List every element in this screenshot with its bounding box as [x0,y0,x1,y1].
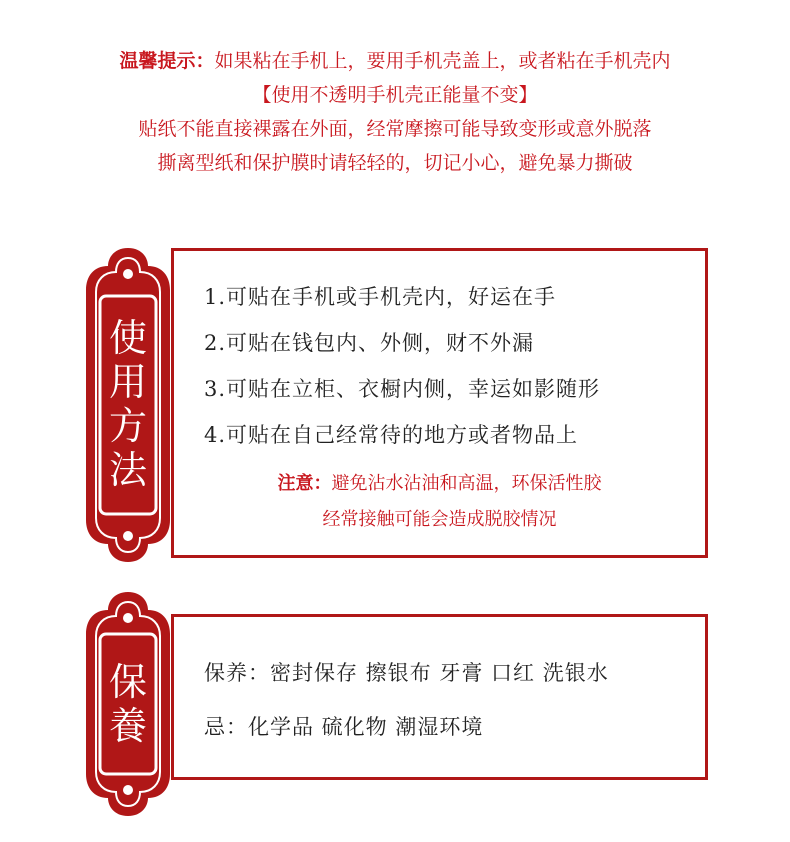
usage-item-1: 1.可贴在手机或手机壳内，好运在手 [204,285,557,309]
care-line-2: 忌：化学品 硫化物 潮湿环境 [204,715,484,739]
notice-line-1-text: 如果粘在手机上，要用手机壳盖上，或者粘在手机壳内 [214,50,671,72]
usage-item-2: 2.可贴在钱包内、外侧，财不外漏 [204,331,535,355]
usage-note-text-1: 避免沾水沾油和高温，环保活性胶 [331,473,602,494]
notice-line-4: 撕离型纸和保护膜时请轻轻的，切记小心，避免暴力撕破 [157,152,633,174]
usage-note-line-2: 经常接触可能会造成脱胶情况 [322,509,557,530]
usage-note-line-1 [174,469,705,495]
usage-title-char: 使 [108,316,147,360]
usage-item-3: 3.可贴在立柜、衣橱内侧，幸运如影随形 [204,377,601,401]
care-title-char: 保 [108,660,147,704]
usage-title-char: 用 [108,360,147,404]
usage-title [82,316,174,492]
care-title-char: 養 [108,704,147,748]
usage-note-label: 注意： [277,473,332,494]
usage-title-char: 法 [108,448,147,492]
notice-label: 温馨提示： [119,50,215,72]
care-title [82,660,174,748]
care-title-badge [82,588,174,820]
usage-title-char: 方 [108,404,147,448]
care-line-1: 保养：密封保存 擦银布 牙膏 口红 洗银水 [204,661,609,685]
notice-line-2: 【使用不透明手机壳正能量不变】 [252,84,538,106]
usage-item-4: 4.可贴在自己经常待的地方或者物品上 [204,423,579,447]
usage-panel [171,248,708,558]
notice-line-3: 贴纸不能直接裸露在外面，经常摩擦可能导致变形或意外脱落 [138,118,652,140]
care-panel [171,614,708,780]
warm-notice [0,44,790,180]
notice-line-1 [0,44,790,78]
usage-title-badge [82,244,174,566]
